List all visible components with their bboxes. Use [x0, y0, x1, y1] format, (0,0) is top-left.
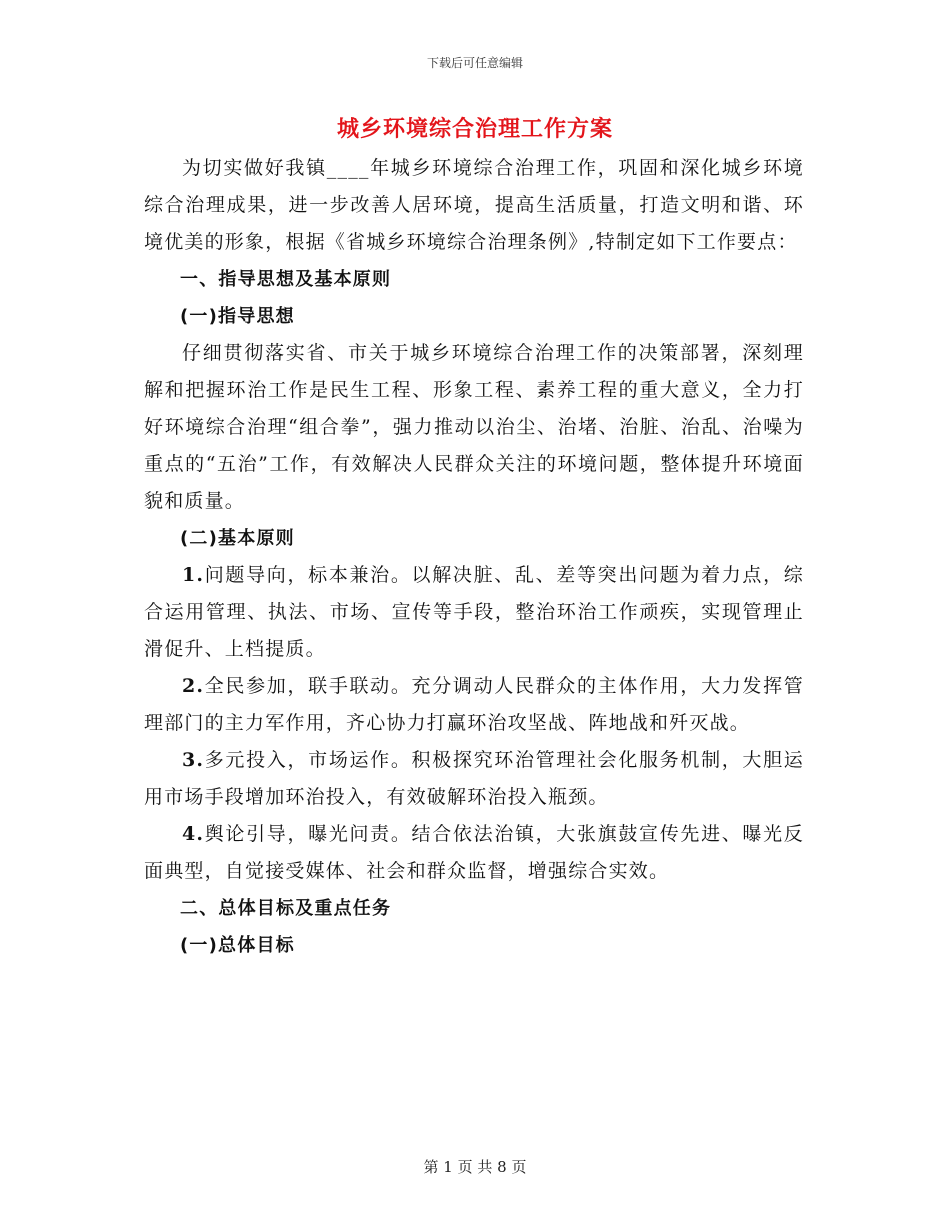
principle-item-1 — [144, 557, 804, 668]
principle-number: 4. — [182, 823, 205, 845]
page-number: 第 1 页 共 8 页 — [423, 1158, 527, 1176]
header-note: 下载后可任意编辑 — [426, 56, 523, 70]
section-heading-1: 一、指导思想及基本原则 — [180, 269, 392, 290]
document-body — [144, 150, 804, 964]
principle-number: 3. — [182, 749, 205, 771]
subsection-heading-guiding-ideology: (一)指导思想 — [180, 306, 295, 327]
principle-text: 多元投入，市场运作。积极探究环治管理社会化服务机制，大胆运用市场手段增加环治投入，有效破解环治投入瓶颈。 — [144, 749, 804, 808]
principle-text: 舆论引导，曝光问责。结合依法治镇，大张旗鼓宣传先进、曝光反面典型，自觉接受媒体、社会和群众监督，增强综合实效。 — [144, 823, 804, 882]
subsection-heading-basic-principles: (二)基本原则 — [180, 528, 295, 549]
principle-number: 2. — [182, 675, 205, 697]
principle-text: 全民参加，联手联动。充分调动人民群众的主体作用，大力发挥管理部门的主力军作用，齐心协力打赢环治攻坚战、阵地战和歼灭战。 — [144, 675, 804, 734]
principle-number: 1. — [182, 564, 205, 586]
document-title: 城乡环境综合治理工作方案 — [336, 116, 613, 142]
section-heading-2: 二、总体目标及重点任务 — [180, 898, 392, 919]
intro-paragraph: 为切实做好我镇____年城乡环境综合治理工作，巩固和深化城乡环境综合治理成果，进一步改善人居环境，提高生活质量，打造文明和谐、环境优美的形象，根据《省城乡环境综合治理条例》,特制定如下工作要点： — [144, 157, 804, 253]
principle-item-3 — [144, 742, 804, 816]
principle-item-2 — [144, 668, 804, 742]
principle-text: 问题导向，标本兼治。以解决脏、乱、差等突出问题为着力点，综合运用管理、执法、市场、宣传等手段，整治环治工作顽疾，实现管理止滑促升、上档提质。 — [144, 564, 804, 660]
subsection-heading-overall-goal: (一)总体目标 — [180, 935, 295, 956]
principle-item-4 — [144, 816, 804, 890]
guiding-ideology-paragraph: 仔细贯彻落实省、市关于城乡环境综合治理工作的决策部署，深刻理解和把握环治工作是民生工程、形象工程、素养工程的重大意义，全力打好环境综合治理“组合拳”，强力推动以治尘、治堵、治脏、治乱、治噪为重点的“五治”工作，有效解决人民群众关注的环境问题，整体提升环境面貌和质量。 — [144, 342, 804, 512]
